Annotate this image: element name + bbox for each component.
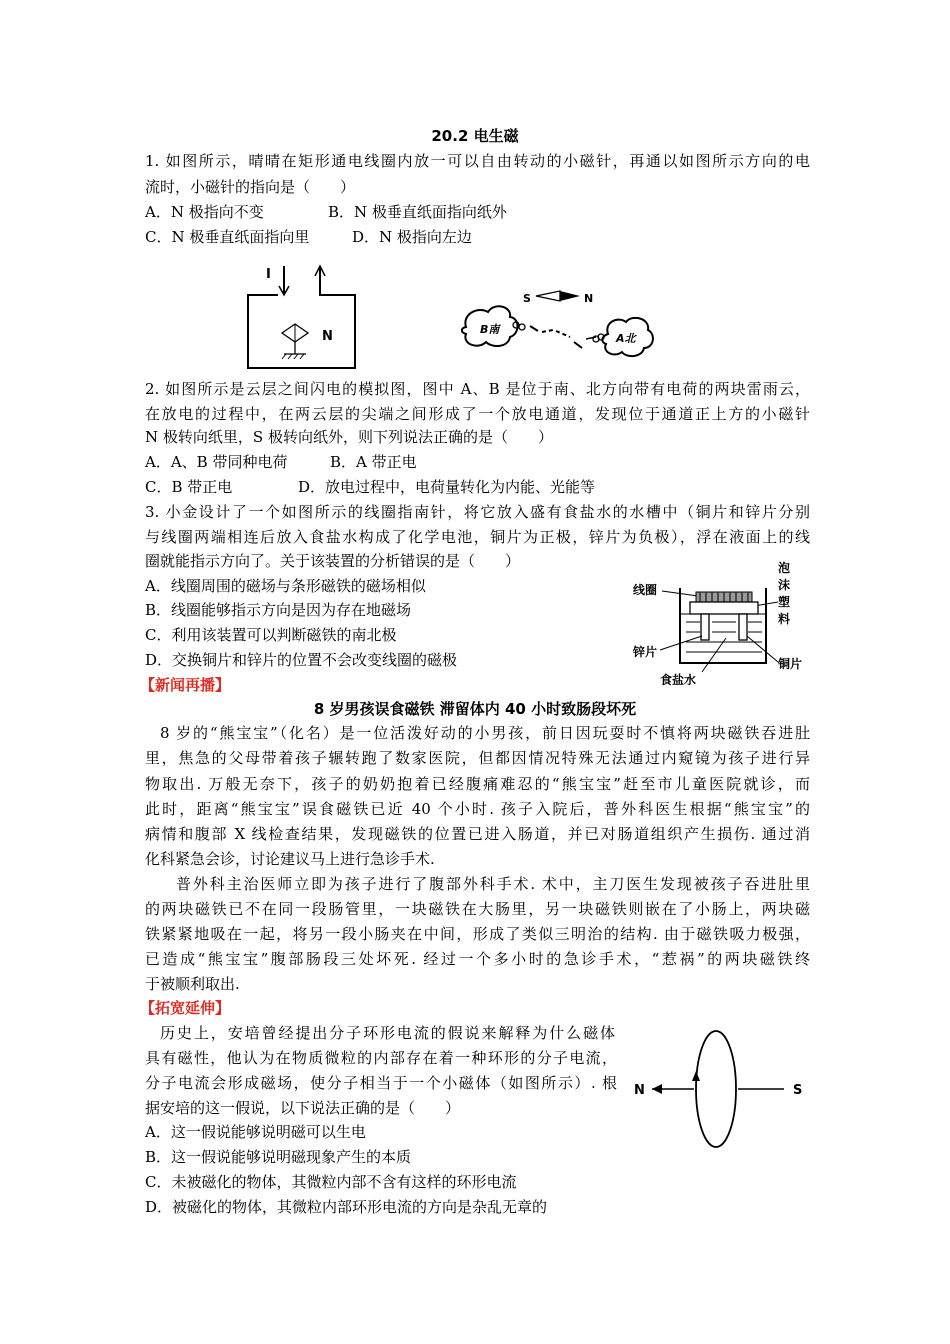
q3-option-c: C．利用该装置可以判断磁铁的南北极 [145, 626, 397, 644]
foam-label-2: 沫 [778, 578, 791, 592]
q1-stem-line-1: 1. 如图所示，晴晴在矩形通电线圈内放一可以自由转动的小磁针，再通以如图所示方向的电 [145, 152, 810, 170]
lightning-clouds-figure [458, 282, 658, 374]
news-p2-line-1: 普外科主治医师立即为孩子进行了腹部外科手术. 术中，主刀医生发现被孩子吞进肚里 [176, 875, 810, 893]
ext-line-4: 据安培的这一假说，以下说法正确的是（ ） [145, 1099, 461, 1117]
q3-option-a: A．线圈周围的磁场与条形磁铁的磁场相似 [145, 577, 426, 595]
news-p2-line-4: 已造成“熊宝宝”腹部肠段三处坏死. 经过一个多小时的急诊手术，“惹祸”的两块磁铁终 [145, 950, 810, 968]
copper-label: 铜片 [778, 657, 803, 671]
extension-header: 【拓宽延伸】 [140, 999, 231, 1017]
ext-option-c: C．未被磁化的物体，其微粒内部不含有这样的环形电流 [145, 1173, 517, 1191]
news-p1-line-3: 物取出. 万般无奈下，孩子的奶奶抱着已经腹痛难忍的“熊宝宝”赶至市儿童医院就诊，而 [145, 775, 810, 793]
news-p1-line-2: 里，焦急的父母带着孩子辗转跑了数家医院，但都因情况特殊无法通过内窥镜为孩子进行异 [145, 749, 810, 767]
q1-option-d: D．N 极指向左边 [352, 228, 472, 246]
news-title: 8 岁男孩误食磁铁 滞留体内 40 小时致肠段坏死 [313, 700, 637, 718]
compass-n-label: N [322, 329, 333, 344]
news-p1-line-5: 病情和腹部 X 线检查结果，发现磁铁的位置已进入肠道，并已对肠道组织产生损伤. 通过消 [145, 825, 810, 843]
news-p1-line-1: 8 岁的“熊宝宝”（化名）是一位活泼好动的小男孩，前日因玩耍时不慎将两块磁铁吞进肚 [160, 724, 810, 742]
zinc-label: 锌片 [633, 645, 658, 659]
needle-n-label: N [584, 292, 594, 305]
ext-option-d: D．被磁化的物体，其微粒内部环形电流的方向是杂乱无章的 [145, 1198, 548, 1216]
q3-stem-line-3: 圈就能指示方向了。关于该装置的分析错误的是（ ） [145, 552, 521, 570]
q3-stem-line-1: 3. 小金设计了一个如图所示的线圈指南针，将它放入盛有食盐水的水槽中（铜片和锌片分别 [145, 503, 810, 521]
q2-option-b: B．A 带正电 [330, 453, 417, 471]
needle-s-label: S [523, 292, 531, 305]
news-p2-line-2: 的两块磁铁已不在同一段肠管里，一块磁铁在大肠里，另一块磁铁则嵌在了小肠上，两块磁 [145, 900, 810, 918]
coil-label: 线圈 [633, 583, 658, 597]
foam-label-4: 料 [778, 612, 791, 626]
ring-current-figure [628, 1025, 808, 1160]
q2-option-c: C．B 带正电 [145, 478, 233, 496]
current-label: I [266, 267, 271, 282]
q1-option-a: A．N 极指向不变 [145, 203, 264, 221]
news-p1-line-4: 此时，距离“熊宝宝”误食磁铁已近 40 个小时. 孩子入院后，普外科医生根据“熊宝宝”的 [145, 800, 810, 818]
q1-stem-line-2: 流时，小磁针的指向是（ ） [145, 178, 356, 196]
news-p2-line-3: 铁紧紧地吸在一起，将另一段小肠夹在中间，形成了类似三明治的结构. 由于磁铁吸力极强， [145, 925, 810, 943]
cloud-b-label: B南 [480, 323, 500, 336]
ext-line-3: 分子电流会形成磁场，使分子相当于一个小磁体（如图所示）. 根 [145, 1074, 617, 1092]
foam-label-1: 泡 [778, 561, 791, 575]
salt-water-coil-figure [630, 558, 810, 688]
q2-stem-line-3: N 极转向纸里，S 极转向纸外，则下列说法正确的是（ ） [145, 428, 553, 446]
news-p2-line-5: 于被顺利取出. [145, 975, 240, 993]
news-header: 【新闻再播】 [140, 676, 231, 694]
cloud-a-label: A北 [616, 332, 636, 345]
q2-stem-line-2: 在放电的过程中，在两云层的尖端之间形成了一个放电通道，发现位于通道正上方的小磁针 [145, 405, 810, 423]
ring-s-label: S [793, 1083, 803, 1098]
q1-option-b: B．N 极垂直纸面指向纸外 [328, 203, 507, 221]
ext-option-a: A．这一假说能够说明磁可以生电 [145, 1123, 366, 1141]
q3-option-b: B．线圈能够指示方向是因为存在地磁场 [145, 601, 412, 619]
ext-line-1: 历史上，安培曾经提出分子环形电流的假说来解释为什么磁体 [160, 1024, 615, 1042]
page-title: 20.2 电生磁 [431, 127, 519, 145]
foam-label-3: 塑 [778, 595, 791, 609]
news-p1-line-6: 化科紧急会诊，讨论建议马上进行急诊手术. [145, 850, 435, 868]
salt-water-label: 食盐水 [660, 673, 697, 687]
ext-option-b: B．这一假说能够说明磁现象产生的本质 [145, 1148, 412, 1166]
ring-n-label: N [634, 1083, 645, 1098]
q2-stem-line-1: 2. 如图所示是云层之间闪电的模拟图，图中 A、B 是位于南、北方向带有电荷的两块雷雨云， [145, 380, 810, 398]
q3-stem-line-2: 与线圈两端相连后放入食盐水构成了化学电池，铜片为正极，锌片为负极），浮在液面上的线 [145, 528, 810, 546]
q3-option-d: D．交换铜片和锌片的位置不会改变线圈的磁极 [145, 651, 458, 669]
q1-option-c: C．N 极垂直纸面指向里 [145, 228, 310, 246]
q2-option-d: D．放电过程中，电荷量转化为内能、光能等 [298, 478, 596, 496]
ext-line-2: 具有磁性，他认为在物质微粒的内部存在着一种环形的分子电流， [145, 1049, 617, 1067]
coil-compass-figure [240, 258, 365, 373]
q2-option-a: A．A、B 带同种电荷 [145, 453, 288, 471]
